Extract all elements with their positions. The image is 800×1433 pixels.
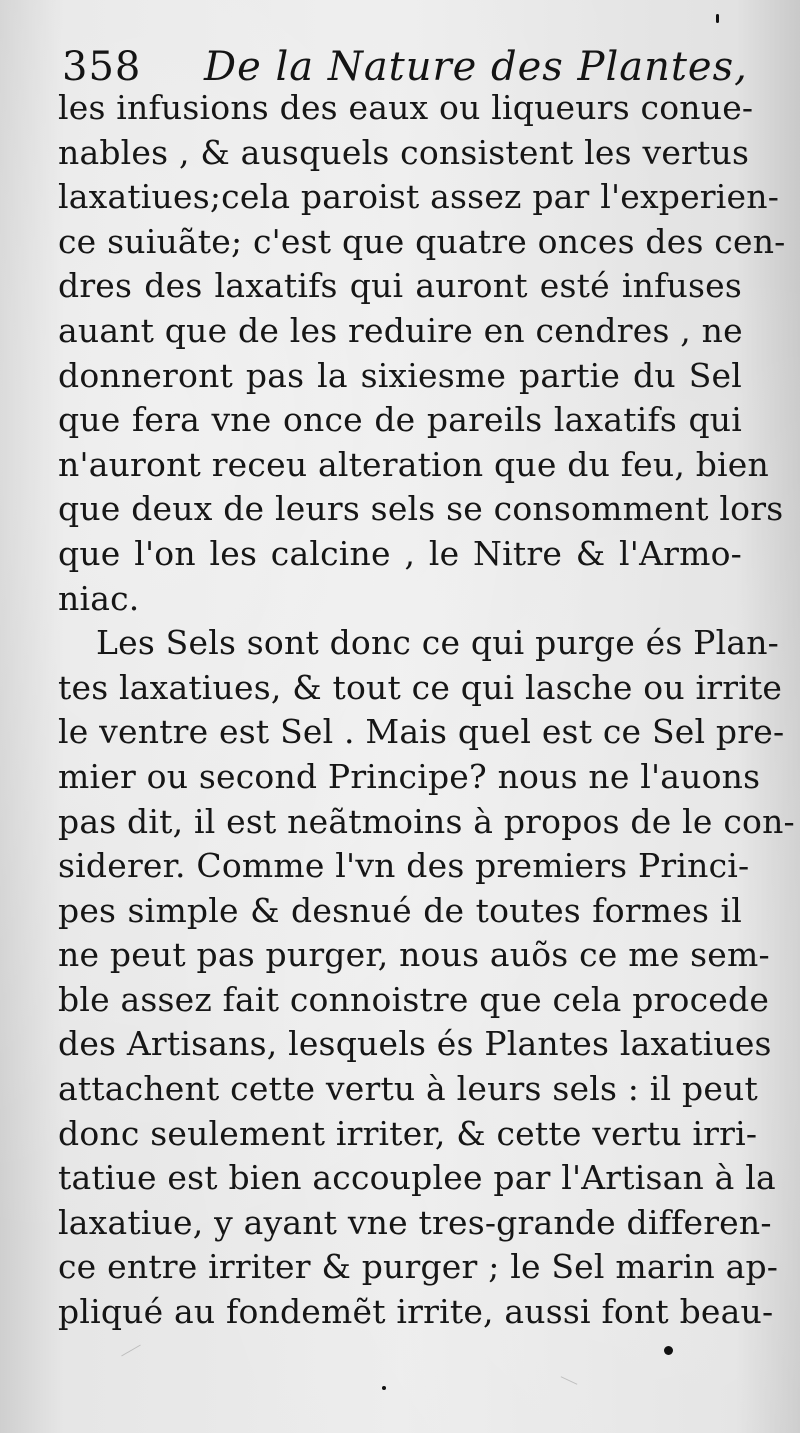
text-line: mier ou second Principe? nous ne l'auons — [58, 756, 761, 796]
text-line: ble assez fait connoistre que cela procede — [58, 979, 770, 1019]
text-line: ce entre irriter & purger ; le Sel marin ap- — [58, 1247, 779, 1287]
text-line: nables , & ausquels consistent les vertus — [58, 132, 750, 172]
running-title: De la Nature des Plantes, — [204, 44, 748, 90]
text-line: que deux de leurs sels se consomment lors — [58, 489, 784, 529]
text-line: que fera vne once de pareils laxatifs qui — [58, 400, 742, 440]
text-line: tes laxatiues, & tout ce qui lasche ou irrite — [58, 667, 783, 707]
text-line: niac. — [58, 578, 140, 618]
text-line: attachent cette vertu à leurs sels : il peut — [58, 1069, 758, 1109]
paragraph-start-line: Les Sels sont donc ce qui purge és Plan- — [96, 623, 780, 663]
ink-speck — [382, 1386, 386, 1390]
text-line: siderer. Comme l'vn des premiers Princi- — [58, 846, 750, 886]
text-line: les infusions des eaux ou liqueurs conue- — [58, 88, 754, 127]
ink-speck — [664, 1346, 673, 1355]
ink-speck — [716, 14, 719, 23]
text-line: donneront pas la sixiesme partie du Sel — [58, 355, 742, 395]
paper-scratch — [121, 1345, 141, 1357]
text-line: donc seulement irriter, & cette vertu irri- — [58, 1113, 758, 1153]
body-text — [58, 86, 795, 1335]
text-line: laxatiues;cela paroist assez par l'experien- — [58, 177, 780, 217]
page-number: 358 — [62, 44, 142, 90]
text-line: ce suiuãte; c'est que quatre onces des cen- — [58, 221, 786, 261]
text-line: le ventre est Sel . Mais quel est ce Sel pre- — [58, 712, 785, 752]
text-line: pas dit, il est neãtmoins à propos de le con- — [58, 801, 795, 841]
text-line: laxatiue, y ayant vne tres-grande differen- — [58, 1202, 772, 1242]
text-line: n'auront receu alteration que du feu, bien — [58, 444, 769, 484]
text-line: pes simple & desnué de toutes formes il — [58, 890, 742, 930]
text-line: que l'on les calcine , le Nitre & l'Armo- — [58, 533, 742, 573]
text-line: auant que de les reduire en cendres , ne — [58, 310, 743, 350]
text-line: pliqué au fondemẽt irrite, aussi font beau- — [58, 1292, 774, 1332]
text-line: dres des laxatifs qui auront esté infuses — [58, 266, 742, 306]
text-line: des Artisans, lesquels és Plantes laxatiues — [58, 1024, 772, 1064]
paper-scratch — [561, 1376, 578, 1385]
text-line: ne peut pas purger, nous auõs ce me sem- — [58, 935, 770, 975]
text-line: tatiue est bien accouplee par l'Artisan à la — [58, 1158, 776, 1198]
